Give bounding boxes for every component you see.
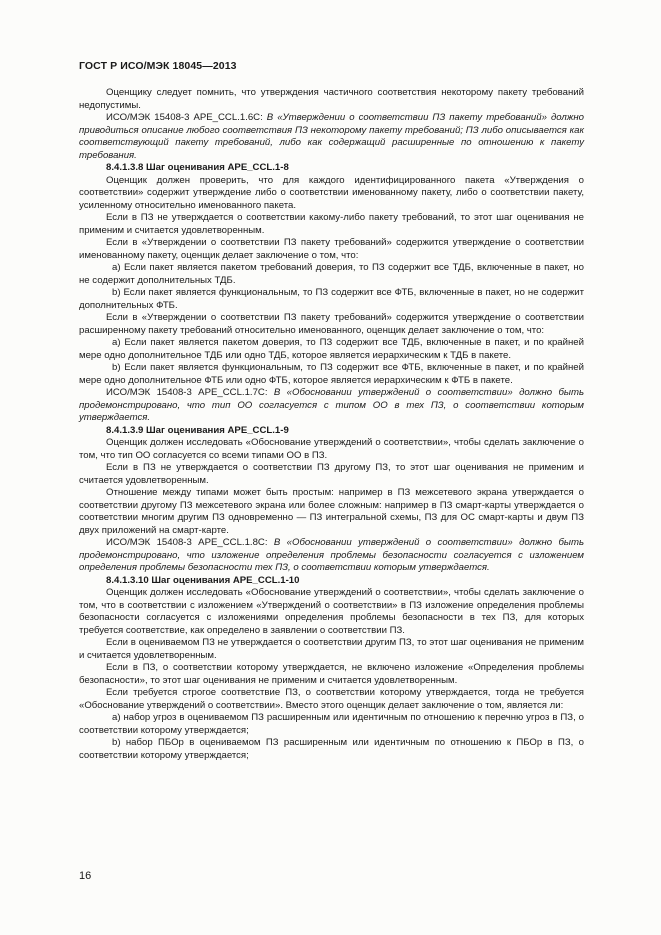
- standard-reference-text: В «Утверждении о соответствии ПЗ пакету требований» должно приводиться описание любого соответствия ПЗ некоторому пакету требований; ПЗ либо описывается как соответствующий пакету требований, либо как содержащий расширенные по отношению к пакету требования.: [79, 112, 585, 161]
- body-paragraph: Оценщику следует помнить, что утверждения частичного соответствия некоторому пакету требований недопустимы.: [79, 87, 584, 111]
- standard-reference-id: ИСО/МЭК 15408-3 APE_CCL.1.6C:: [106, 112, 263, 123]
- document-header: ГОСТ Р ИСО/МЭК 18045—2013: [79, 60, 237, 72]
- body-paragraph: Если в «Утверждении о соответствии ПЗ пакету требований» содержится утверждение о соответствии расширенному пакету требований относительно именованного, оценщик делает заключение о том, что:: [79, 312, 584, 336]
- standard-reference-id: ИСО/МЭК 15408-3 APE_CCL.1.7C:: [106, 387, 268, 398]
- list-item: b) Если пакет является функциональным, то ПЗ содержит все ФТБ, включенные в пакет, и по крайней мере одно дополнительное ФТБ или одно ФТБ, которое является иерархическим к ФТБ в пакете.: [79, 362, 584, 386]
- body-paragraph: Оценщик должен исследовать «Обоснование утверждений о соответствии», чтобы сделать заключение о том, что в соответствии с изложением «Утверждений о соответствии» в ПЗ изложение определения проблемы безопасности согласуется с изложениями определения проблемы безопасности в тех ПЗ, для которых требуется соответствие, как определено в заявлении о соответствии ПЗ.: [79, 587, 584, 636]
- section-heading: 8.4.1.3.9 Шаг оценивания APE_CCL.1-9: [106, 424, 289, 436]
- body-paragraph: Если в «Утверждении о соответствии ПЗ пакету требований» содержится утверждение о соответствии именованному пакету, оценщик делает заключение о том, что:: [79, 237, 584, 261]
- standard-reference-paragraph: [79, 537, 584, 575]
- list-item: a) набор угроз в оцениваемом ПЗ расширенным или идентичным по отношению к перечню угроз в ПЗ, о соответствии которому утверждается;: [79, 712, 584, 736]
- standard-reference-text: В «Обосновании утверждений о соответствии» должно быть продемонстрировано, что тип ОО согласуется с типом ОО в тех ПЗ, о соответствии которым утверждается.: [79, 387, 584, 423]
- list-item: b) набор ПБОр в оцениваемом ПЗ расширенным или идентичным по отношению к ПБОр в ПЗ, о соответствии которому утверждается;: [79, 737, 584, 761]
- list-item: a) Если пакет является пакетом доверия, то ПЗ содержит все ТДБ, включенные в пакет, и по крайней мере одно дополнительное ТДБ или одно ТДБ, которое является иерархическим к ТДБ в пакете.: [79, 337, 584, 361]
- section-heading: 8.4.1.3.8 Шаг оценивания APE_CCL.1-8: [106, 162, 289, 173]
- page-number: 16: [79, 870, 92, 882]
- body-paragraph: Если в ПЗ не утверждается о соответствии какому-либо пакету требований, то этот шаг оценивания не применим и считается удовлетворенным.: [79, 212, 584, 236]
- body-paragraph: Если в оцениваемом ПЗ не утверждается о соответствии другим ПЗ, то этот шаг оценивания не применим и считается удовлетворенным.: [79, 637, 584, 661]
- body-paragraph: Отношение между типами может быть простым: например в ПЗ межсетевого экрана утверждается о соответствии другому ПЗ межсетевого экрана или более сложным: например в ПЗ смарт-карты утверждается о соответствии многим другим ПЗ одновременно — ПЗ интегральной схемы, ПЗ для ОС смарт-карты и двум ПЗ двух приложений на смарт-карте.: [79, 487, 584, 536]
- body-paragraph: Если требуется строгое соответствие ПЗ, о соответствии которому утверждается, тогда не требуется «Обоснование утверждений о соответствии». Вместо этого оценщик делает заключение о том, является ли:: [79, 687, 584, 711]
- body-paragraph: Оценщик должен проверить, что для каждого идентифицированного пакета «Утверждения о соответствии» содержит утверждение либо о соответствии именованному пакету, либо о соответствии пакету, усиленному относительно именованного пакета.: [79, 174, 584, 211]
- list-item: b) Если пакет является функциональным, то ПЗ содержит все ФТБ, включенные в пакет, но не содержит дополнительных ФТБ.: [79, 287, 584, 311]
- section-heading: 8.4.1.3.10 Шаг оценивания APE_CCL.1-10: [106, 574, 300, 586]
- body-paragraph: Оценщик должен исследовать «Обоснование утверждений о соответствии», чтобы сделать заключение о том, что тип ОО согласуется со всеми типами ОО в ПЗ.: [79, 437, 584, 461]
- body-paragraph: Если в ПЗ не утверждается о соответствии ПЗ другому ПЗ, то этот шаг оценивания не применим и считается удовлетворенным.: [79, 462, 584, 486]
- standard-reference-id: ИСО/МЭК 15408-3 APE_CCL.1.8C:: [106, 537, 268, 548]
- list-item: a) Если пакет является пакетом требований доверия, то ПЗ содержит все ТДБ, включенные в пакет, но не содержит дополнительных ТДБ.: [79, 262, 584, 286]
- standard-reference-paragraph: [79, 112, 584, 162]
- standard-reference-paragraph: [79, 387, 584, 425]
- body-paragraph: Если в ПЗ, о соответствии которому утверждается, не включено изложение «Определения проблемы безопасности», то этот шаг оценивания не применим и считается удовлетворенным.: [79, 662, 584, 686]
- standard-reference-text: В «Обосновании утверждений о соответствии» должно быть продемонстрировано, что изложение определения проблемы безопасности согласуется с изложением определения проблемы безопасности тех ПЗ, о соответствии которым утверждается.: [79, 537, 584, 573]
- page-body: [79, 87, 584, 762]
